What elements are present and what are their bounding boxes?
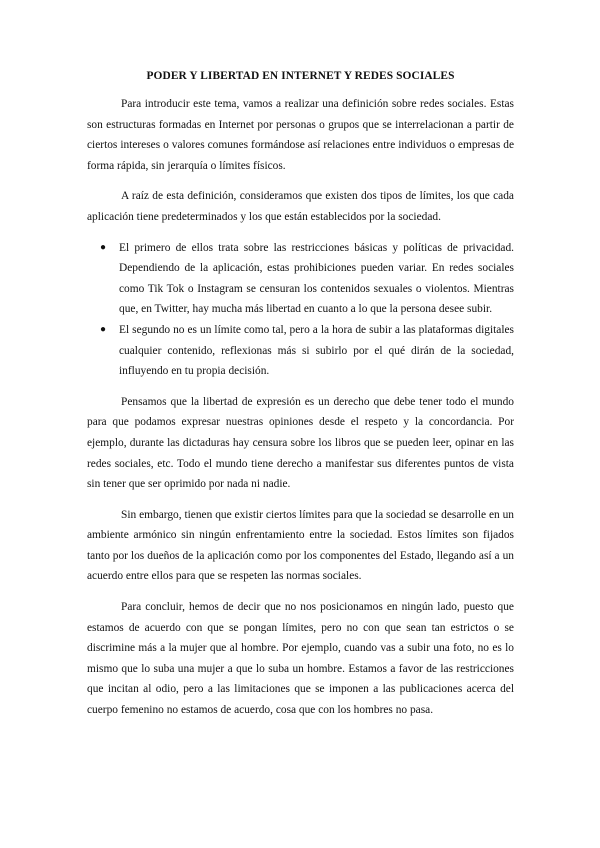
paragraph-expression: Pensamos que la libertad de expresión es un derecho que debe tener todo el mundo para que podamos expresar nuestras opiniones desde el respeto y la concordancia. Por ejemplo, durante las dictaduras hay censura sobre los libros que se pueden leer, opinar en las redes sociales, etc. Todo el mundo tiene derecho a manifestar sus diferentes puntos de vista sin tener que ser oprimido por nada ni nadie. bbox=[87, 395, 514, 491]
paragraph-limits: A raíz de esta definición, consideramos que existen dos tipos de límites, los que cada aplicación tiene predeterminados y los que están establecidos por la sociedad. bbox=[87, 190, 514, 223]
paragraph-however: Sin embargo, tienen que existir ciertos límites para que la sociedad se desarrolle en un ambiente armónico sin ningún enfrentamiento entre la sociedad. Estos límites son fijados tanto por los dueños de la aplicación como por los componentes del Estado, llegando así a un acuerdo entre ellos para que se respeten las normas sociales. bbox=[87, 508, 514, 583]
paragraph-conclusion: Para concluir, hemos de decir que no nos posicionamos en ningún lado, puesto que estamos de acuerdo con que se pongan límites, pero no con que sean tan estrictos o se discrimine más a la mujer que al hombre. Por ejemplo, cuando vas a subir una foto, no es lo mismo que lo suba una mujer a que lo suba un hombre. Estamos a favor de las restricciones que incitan al odio, pero a las limitaciones que se imponen a las publicaciones acerca del cuerpo femenino no estamos de acuerdo, cosa que con los hombres no pasa. bbox=[87, 601, 514, 717]
bullet-list bbox=[87, 238, 514, 382]
list-item bbox=[100, 320, 514, 382]
list-item bbox=[100, 238, 514, 320]
bullet-icon: ● bbox=[100, 241, 107, 253]
paragraph-intro: Para introducir este tema, vamos a realizar una definición sobre redes sociales. Estas son estructuras formadas en Internet por personas o grupos que se interrelacionan a partir de ciertos intereses o valores comunes formándose así relaciones entre individuos o empresas de forma rápida, sin jerarquía o límites físicos. bbox=[87, 98, 514, 172]
list-item-text: El primero de ellos trata sobre las restricciones básicas y políticas de privacidad. Dependiendo de la aplicación, estas prohibiciones pueden variar. En redes sociales como Tik Tok o Instagram se censuran los contenidos sexuales o violentos. Mientras que, en Twitter, hay mucha más libertad en cuanto a lo que la persona desee subir. bbox=[119, 241, 514, 316]
bullet-icon: ● bbox=[100, 323, 107, 335]
list-item-text: El segundo no es un límite como tal, pero a la hora de subir a las plataformas digitales cualquier contenido, reflexionas más si subirlo por el qué dirán de la sociedad, influyendo en tu propia decisión. bbox=[119, 323, 514, 378]
document-title: PODER Y LIBERTAD EN INTERNET Y REDES SOCIALES bbox=[146, 70, 455, 82]
